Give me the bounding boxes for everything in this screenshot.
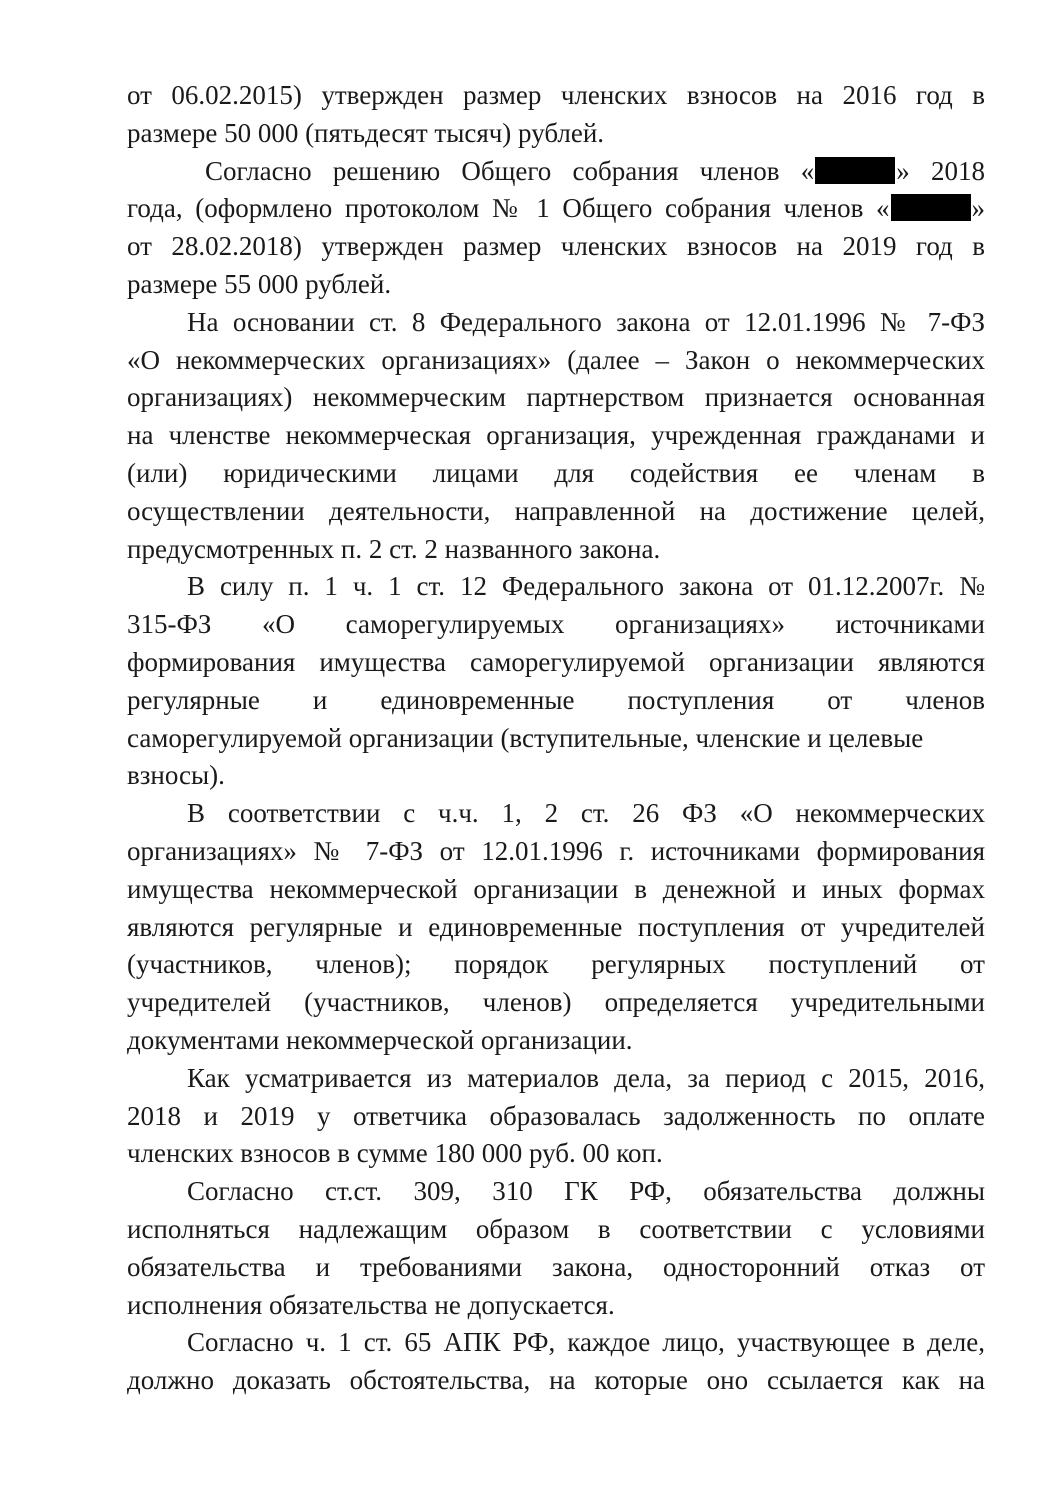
text-line: обязательства и требованиями закона, односторонний отказ от [127,1251,985,1282]
paragraph-3 [127,304,985,569]
text-fragment: » 2018 [896,155,985,186]
text-line: организациях» № 7-ФЗ от 12.01.1996 г. источниками формирования [127,835,985,866]
text-line: от 28.02.2018) утвержден размер членских взносов на 2019 год в [127,231,985,262]
text-line: на членстве некоммерческая организация, учрежденная гражданами и [127,420,985,451]
text-line: учредителей (участников, членов) определяется учредительными [127,987,985,1018]
text-line: саморегулируемой организации (вступительные, членские и целевые [127,722,924,753]
text-line: Как усматривается из материалов дела, за период с 2015, 2016, [187,1062,985,1093]
text-line: должно доказать обстоятельства, на которые оно ссылается как на [127,1365,985,1396]
text-line: осуществлении деятельности, направленной на достижение целей, [127,495,985,526]
text-line: Согласно ст.ст. 309, 310 ГК РФ, обязательства должны [187,1176,985,1207]
text-line: Согласно ч. 1 ст. 65 АПК РФ, каждое лицо, участвующее в деле, [187,1327,985,1358]
text-line: имущества некоммерческой организации в денежной и иных формах [127,873,985,904]
text-line [127,153,985,191]
text-line: В соответствии с ч.ч. 1, 2 ст. 26 ФЗ «О некоммерческих [187,798,985,829]
redaction-block [891,194,971,221]
text-line: формирования имущества саморегулируемой организации являются [127,646,985,677]
paragraph-8 [127,1324,985,1400]
text-line: предусмотренных п. 2 ст. 2 названного закона. [127,533,661,564]
text-line: регулярные и единовременные поступления от членов [127,684,985,715]
text-line: размере 50 000 (пятьдесят тысяч) рублей. [127,117,605,148]
text-line: исполняться надлежащим образом в соответствии с условиями [127,1213,985,1244]
text-line: На основании ст. 8 Федерального закона от 12.01.1996 № 7-ФЗ [187,306,985,337]
paragraph-6 [127,1060,985,1173]
text-line: 315-ФЗ «О саморегулируемых организациях» источниками [127,609,985,640]
paragraph-1 [127,77,985,153]
paragraph-7 [127,1173,985,1324]
text-line: исполнения обязательства не допускается. [127,1289,615,1320]
text-line: организациях) некоммерческим партнерством признается основанная [127,382,985,413]
text-line: (или) юридическими лицами для содействия ее членам в [127,457,985,488]
paragraph-4 [127,568,985,795]
text-line: размере 55 000 рублей. [127,268,392,299]
redaction-block [815,157,895,184]
text-line: от 06.02.2015) утвержден размер членских взносов на 2016 год в [127,80,985,110]
text-fragment: » [971,193,985,224]
text-line: 2018 и 2019 у ответчика образовалась задолженность по оплате [127,1100,985,1131]
text-line: В силу п. 1 ч. 1 ст. 12 Федерального закона от 01.12.2007г. № [187,571,985,602]
text-line [127,190,985,228]
paragraph-5 [127,795,985,1060]
text-line: (участников, членов); порядок регулярных поступлений от [127,949,985,980]
paragraph-2 [127,153,985,304]
text-line: членских взносов в сумме 180 000 руб. 00 коп. [127,1138,663,1169]
text-line: документами некоммерческой организации. [127,1024,633,1055]
text-fragment: Согласно решению Общего собрания членов « [205,155,815,186]
text-line: взносы). [127,760,225,791]
text-line: «О некоммерческих организациях» (далее – Закон о некоммерческих [127,344,985,375]
text-line: являются регулярные и единовременные поступления от учредителей [127,911,985,942]
text-fragment: года, (оформлено протоколом № 1 Общего собрания членов « [127,193,890,224]
document-body [127,77,985,1400]
